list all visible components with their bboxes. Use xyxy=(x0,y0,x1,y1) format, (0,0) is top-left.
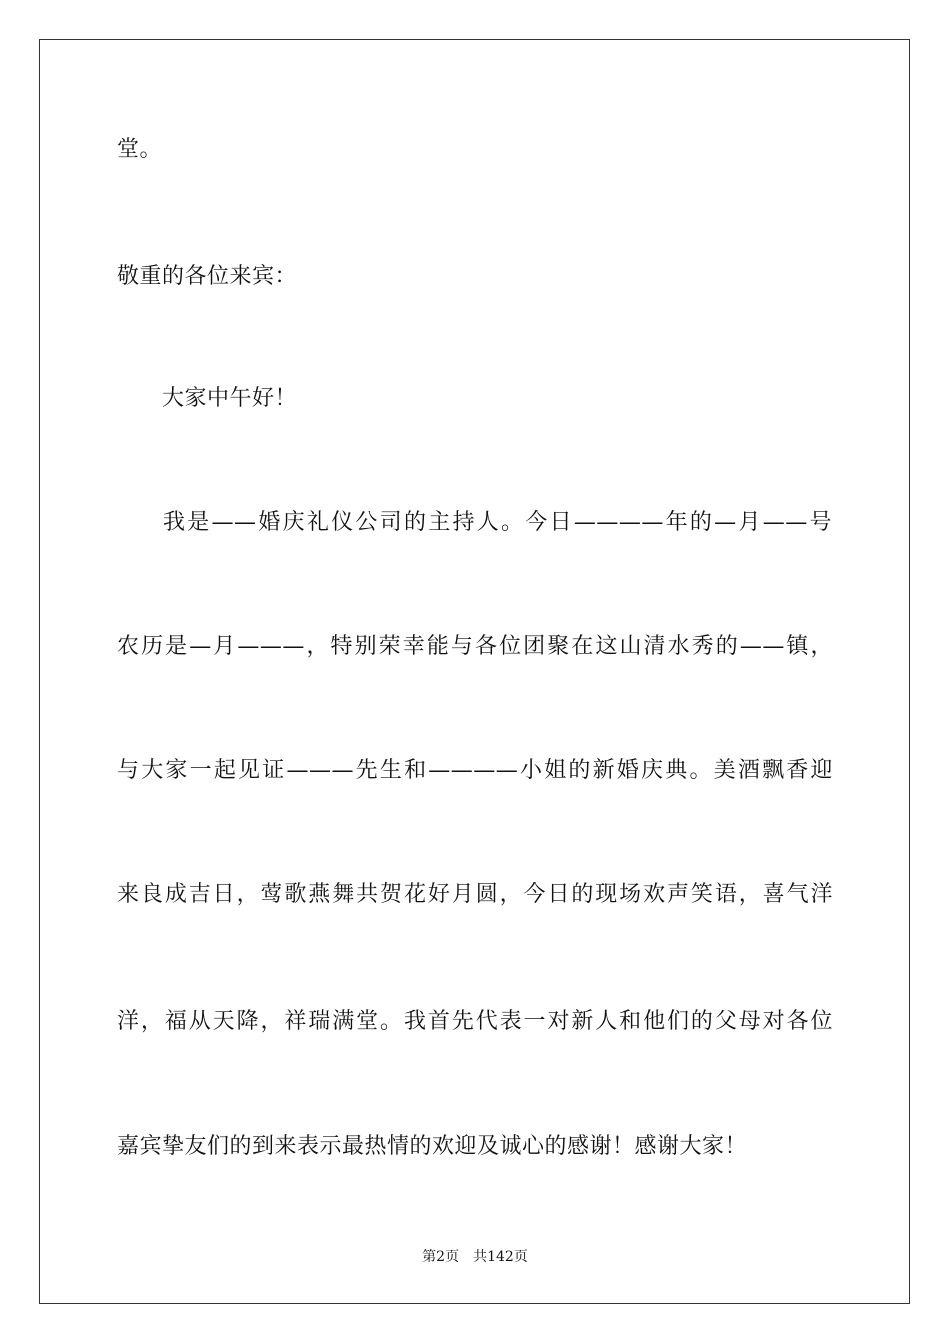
page-number: 第2页 xyxy=(422,1249,460,1265)
text-line-6: 与大家一起见证———先生和————小姐的新婚庆典。美酒飘香迎 xyxy=(117,758,833,783)
text-line-1: 堂。 xyxy=(117,137,163,162)
text-line-7: 来良成吉日，莺歌燕舞共贺花好月圆，今日的现场欢声笑语，喜气洋 xyxy=(117,882,833,907)
page-total: 共142页 xyxy=(473,1249,528,1265)
salutation: 敬重的各位来宾： xyxy=(117,264,298,289)
greeting: 大家中午好！ xyxy=(162,386,298,411)
page-frame xyxy=(39,39,910,1304)
text-line-5: 农历是—月———，特别荣幸能与各位团聚在这山清水秀的——镇， xyxy=(117,634,833,659)
text-line-9: 嘉宾挚友们的到来表示最热情的欢迎及诚心的感谢！感谢大家！ xyxy=(117,1134,748,1159)
page-footer xyxy=(0,1248,950,1266)
text-line-4: 我是——婚庆礼仪公司的主持人。今日————年的—月——号 xyxy=(163,510,832,535)
text-line-8: 洋，福从天降，祥瑞满堂。我首先代表一对新人和他们的父母对各位 xyxy=(117,1009,833,1034)
